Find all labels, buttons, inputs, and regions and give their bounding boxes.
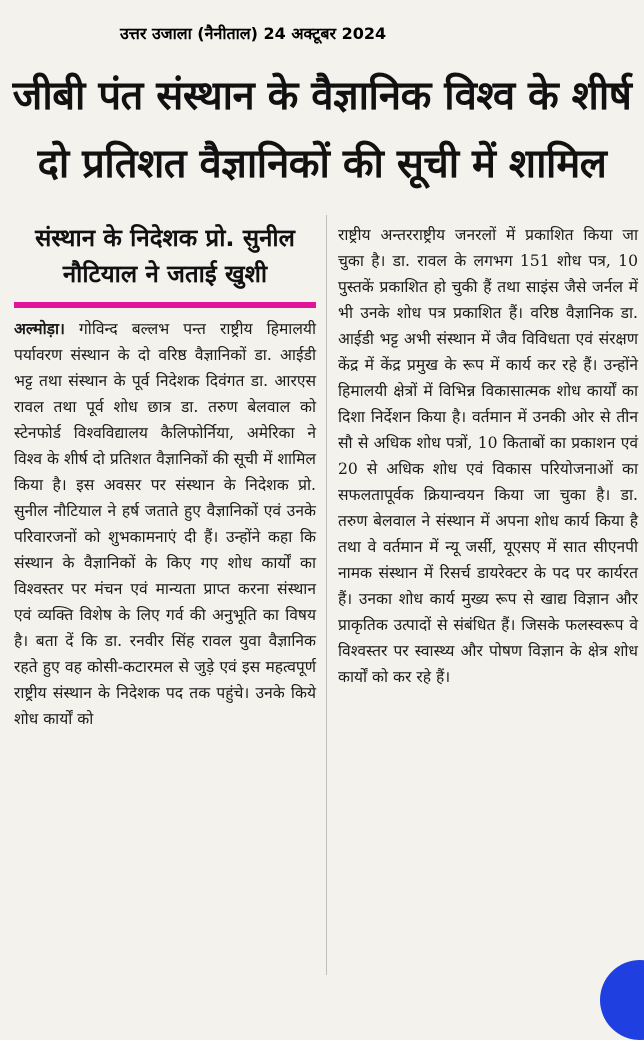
column-1-text: गोविन्द बल्लभ पन्त राष्ट्रीय हिमालयी पर्यावरण संस्थान के दो वरिष्ठ वैज्ञानिकों डा. आईडी भट्ट तथा संस्थान के पूर्व निदेशक दिवंगत डा. आरएस रावल तथा पूर्व शोध छात्र डा. तरुण बेलवाल को स्टेनफोर्ड विश्वविद्यालय कैलिफोर्निया, अमेरिका ने विश्व के शीर्ष दो प्रतिशत वैज्ञानिकों की सूची में शामिल किया है। इस अवसर पर संस्थान के निदेशक प्रो. सुनील नौटियाल ने हर्ष जताते हुए वैज्ञानिकों एवं उनके परिवारजनों को शुभकामनाएं दी हैं। उन्होंने कहा कि संस्थान के वैज्ञानिकों के किए गए शोध कार्यों का विश्वस्तर पर मंचन एवं मान्यता प्राप्त करना संस्थान एवं व्यक्ति विशेष के लिए गर्व की अनुभूति का विषय है। बता दें कि डा. रनवीर सिंह रावल युवा वैज्ञानिक रहते हुए वह कोसी-कटारमल से जुड़े एवं इस महत्वपूर्ण राष्ट्रीय संस्थान के निदेशक पद तक पहुंचे। उनके किये शोध कार्यों को xyxy=(14,320,316,728)
newspaper-source-line: उत्तर उजाला (नैनीताल) 24 अक्टूबर 2024 xyxy=(120,24,387,43)
article-column-1 xyxy=(14,220,316,732)
article-subheadline: संस्थान के निदेशक प्रो. सुनील नौटियाल ने जताई खुशी xyxy=(35,224,295,288)
column-divider xyxy=(326,215,327,975)
corner-circle-icon xyxy=(600,960,644,1040)
article-headline: जीबी पंत संस्थान के वैज्ञानिक विश्व के शीर्ष दो प्रतिशत वैज्ञानिकों की सूची में शामिल xyxy=(12,73,632,187)
column-1-body xyxy=(14,316,316,732)
dateline: अल्मोड़ा। xyxy=(14,319,65,338)
subheadline-rule xyxy=(14,302,316,308)
article-column-2 xyxy=(338,222,638,690)
column-2-text: राष्ट्रीय अन्तरराष्ट्रीय जनरलों में प्रकाशित किया जा चुका है। डा. रावल के लगभग 151 शोध पत्र, 10 पुस्तकें प्रकाशित हो चुकी हैं तथा साइंस जैसे जर्नल में भी उनके शोध पत्र प्रकाशित हैं। वरिष्ठ वैज्ञानिक डा. आईडी भट्ट अभी संस्थान में जैव विविधता एवं संरक्षण केंद्र में केंद्र प्रमुख के रूप में कार्य कर रहे हैं। उन्होंने हिमालयी क्षेत्रों में विभिन्न विकासात्मक शोध कार्यों का दिशा निर्देशन किया है। वर्तमान में उनकी ओर से तीन सौ से अधिक शोध पत्रों, 10 किताबों का प्रकाशन एवं 20 से अधिक शोध एवं विकास परियोजनाओं का सफलतापूर्वक क्रियान्वयन किया जा चुका है। डा. तरुण बेलवाल ने संस्थान में अपना शोध कार्य किया है तथा वे वर्तमान में न्यू जर्सी, यूएसए में सात सीएनपी नामक संस्थान में रिसर्च डायरेक्टर के पद पर कार्यरत हैं। उनका शोध कार्य मुख्य रूप से खाद्य विज्ञान और प्राकृतिक उत्पादों से संबंधित हैं। जिसके फलस्वरूप वे विश्वस्तर पर स्वास्थ्य और पोषण विज्ञान के क्षेत्र शोध कार्यों को कर रहे हैं। xyxy=(338,226,638,686)
